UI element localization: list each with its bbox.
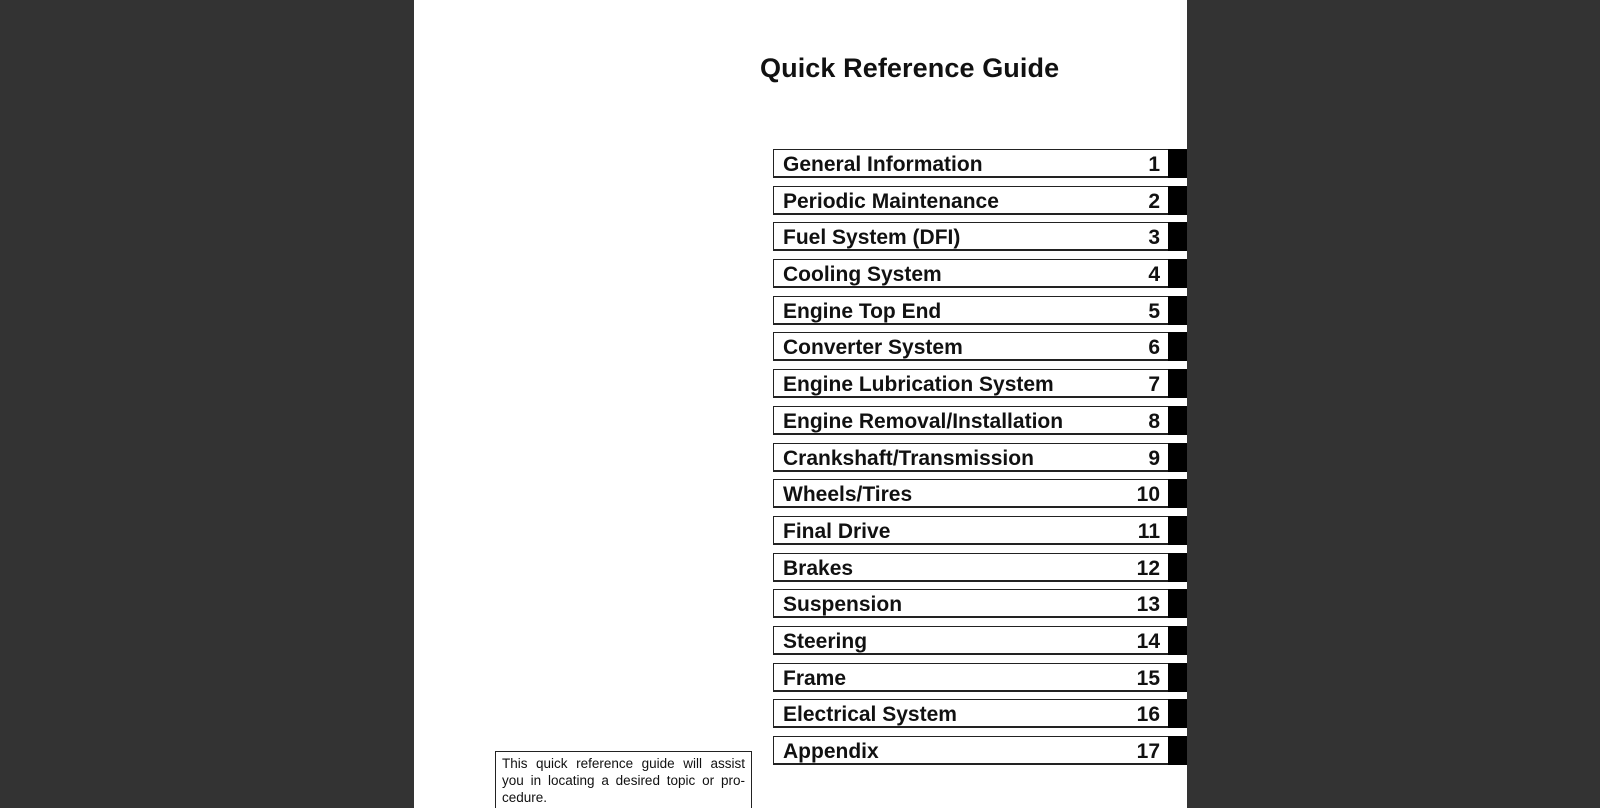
toc-entry-number: 12 [1136, 556, 1160, 580]
toc-entry-label: Appendix [783, 740, 879, 763]
section-index-tab [1168, 149, 1187, 178]
toc-row[interactable] [773, 516, 1187, 545]
toc-entry-number: 11 [1137, 519, 1160, 543]
guide-note: This quick reference guide will assist you in locating a desired topic or pro-cedure. [495, 751, 752, 808]
toc-row[interactable] [773, 296, 1187, 325]
toc-row[interactable] [773, 626, 1187, 655]
toc-row[interactable] [773, 332, 1187, 361]
toc-entry-number: 9 [1148, 446, 1160, 470]
toc-entry-number: 8 [1148, 409, 1160, 433]
toc-row[interactable] [773, 736, 1187, 765]
toc-entry-label: Engine Removal/Installation [783, 409, 1064, 433]
toc-entry-label: Final Drive [783, 519, 891, 543]
section-index-tab [1168, 406, 1187, 435]
toc-entry-label: Steering [783, 629, 868, 653]
toc-entry-box [773, 736, 1168, 765]
toc-entry-label: Fuel System (DFI) [783, 226, 961, 250]
toc-entry-number: 6 [1148, 336, 1160, 360]
section-index-tab [1168, 259, 1187, 288]
toc-entry-label: Electrical System [783, 703, 957, 727]
toc-entry-number: 13 [1136, 593, 1160, 617]
toc-row[interactable] [773, 663, 1187, 692]
section-index-tab [1168, 553, 1187, 582]
toc-entry-number: 2 [1148, 189, 1160, 213]
toc-row[interactable] [773, 589, 1187, 618]
toc-entry-box [773, 626, 1168, 655]
toc-entry-label: Wheels/Tires [783, 483, 913, 507]
toc-row[interactable] [773, 443, 1187, 472]
toc-entry-number: 1 [1148, 153, 1160, 176]
toc-entry-box [773, 516, 1168, 545]
section-index-tab [1168, 589, 1187, 618]
section-index-tab [1168, 663, 1187, 692]
toc-row[interactable] [773, 149, 1187, 178]
toc-entry-label: Converter System [783, 336, 963, 360]
toc-entry-label: General Information [783, 153, 983, 176]
toc-entry-label: Suspension [783, 593, 903, 617]
section-index-tab [1168, 479, 1187, 508]
section-index-tab [1168, 369, 1187, 398]
toc-entry-box [773, 369, 1168, 398]
toc-entry-number: 16 [1136, 703, 1160, 727]
toc-entry-number: 15 [1136, 666, 1160, 690]
section-index-tab [1168, 332, 1187, 361]
toc-entry-box [773, 296, 1168, 325]
toc-entry-box [773, 406, 1168, 435]
toc-entry-number: 14 [1136, 629, 1160, 653]
toc-entry-label: Cooling System [783, 263, 942, 287]
section-index-tab [1168, 626, 1187, 655]
document-page [414, 0, 1187, 808]
toc-row[interactable] [773, 406, 1187, 435]
toc-entry-box [773, 222, 1168, 251]
toc-entry-number: 4 [1148, 263, 1160, 287]
section-index-tab [1168, 296, 1187, 325]
toc-entry-label: Periodic Maintenance [783, 189, 999, 213]
toc-entry-box [773, 443, 1168, 472]
toc-entry-box [773, 332, 1168, 361]
section-index-tab [1168, 736, 1187, 765]
toc-entry-box [773, 149, 1168, 178]
toc-row[interactable] [773, 479, 1187, 508]
toc-entry-number: 5 [1148, 299, 1160, 323]
toc-entry-box [773, 259, 1168, 288]
table-of-contents [773, 149, 1187, 773]
toc-entry-label: Crankshaft/Transmission [783, 446, 1034, 470]
toc-row[interactable] [773, 259, 1187, 288]
toc-entry-number: 17 [1136, 740, 1160, 763]
toc-entry-label: Brakes [783, 556, 854, 580]
toc-row[interactable] [773, 369, 1187, 398]
toc-entry-box [773, 589, 1168, 618]
toc-entry-box [773, 186, 1168, 215]
toc-entry-label: Engine Top End [783, 299, 942, 323]
toc-entry-box [773, 553, 1168, 582]
toc-row[interactable] [773, 186, 1187, 215]
toc-row[interactable] [773, 222, 1187, 251]
section-index-tab [1168, 222, 1187, 251]
toc-entry-number: 3 [1148, 226, 1160, 250]
section-index-tab [1168, 443, 1187, 472]
toc-entry-box [773, 699, 1168, 728]
toc-entry-number: 10 [1136, 483, 1160, 507]
toc-entry-box [773, 479, 1168, 508]
toc-entry-number: 7 [1148, 373, 1160, 397]
toc-entry-box [773, 663, 1168, 692]
page-title: Quick Reference Guide [760, 53, 1060, 83]
toc-entry-label: Frame [783, 666, 847, 690]
toc-entry-label: Engine Lubrication System [783, 373, 1054, 397]
section-index-tab [1168, 186, 1187, 215]
section-index-tab [1168, 516, 1187, 545]
toc-row[interactable] [773, 699, 1187, 728]
section-index-tab [1168, 699, 1187, 728]
toc-row[interactable] [773, 553, 1187, 582]
